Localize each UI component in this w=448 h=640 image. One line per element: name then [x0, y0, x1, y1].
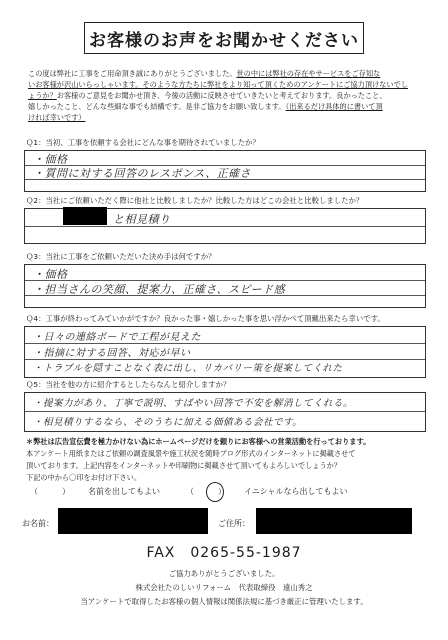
answer-rule — [25, 226, 425, 227]
answer-rule — [25, 411, 425, 412]
intro-line3-a: ょうか？ — [28, 91, 57, 100]
q4-answer-2: ・指摘に対する回答、対応が早い — [33, 348, 191, 359]
intro-line2-a: い — [28, 80, 36, 89]
redacted-name — [58, 508, 208, 534]
name-label: お名前： — [22, 519, 54, 528]
q1-answer-1: ・価格 — [33, 153, 68, 166]
consent-note-3: 頂いております。上記内容をインターネットや印刷物に掲載させて頂いてもよろしいでしょうか？ — [26, 461, 342, 470]
intro-line2-c: そのような方たちに弊社をより知って頂くためのアンケートにご協力頂けないでし — [142, 80, 408, 89]
redacted-address — [256, 508, 412, 534]
intro-line1-a: この度は弊社に工事をご用命頂き誠にありがとうございました。 — [28, 69, 237, 78]
intro-line4-a: 嬉しかったこと、どんな些細な事でも結構です。是非ご協力をお願い致します。 — [28, 102, 286, 111]
answer-box-q5 — [24, 392, 426, 432]
q4-answer-3: ・トラブルを隠すことなく表に出し、リカバリー策を提案してくれた — [33, 363, 343, 374]
consent-note-4: 下記の中から〇印をお付け下さい。 — [26, 473, 142, 482]
answer-box-q1 — [24, 150, 426, 192]
question-2-text: Ｑ2：当社にご依頼いただく際に他社と比較しましたか？比較した方はどこの会社と比較しましたか？ — [26, 196, 364, 205]
q5-answer-1: ・提案力があり、丁寧で説明、すばやい回答で不安を解消してくれる。 — [33, 398, 354, 409]
redacted-company-name — [63, 207, 107, 225]
intro-line2-b: お客様が沢山いらっしゃいます。 — [35, 80, 143, 89]
answer-box-q4 — [24, 326, 426, 378]
q2-answer-1: と相見積り — [113, 213, 171, 226]
address-label: ご住所： — [218, 519, 250, 528]
question-1-text: Ｑ1：当初、工事を依頼する会社にどんな事を期待されていましたか？ — [26, 138, 260, 147]
q3-answer-2: ・担当さんの笑顔、提案力、正確さ、スピード感 — [33, 283, 286, 296]
question-5-text: Ｑ5：当社を他の方に紹介するとしたらなんと紹介しますか？ — [26, 380, 231, 389]
choice-name-paren[interactable]: （ ） — [30, 487, 70, 496]
question-3-text: Ｑ3：当社に工事をご依頼いただいた決め手は何ですか？ — [26, 252, 216, 261]
q1-answer-2: ・質問に対する回答のレスポンス、正確さ — [33, 167, 252, 180]
intro-line3-b: お客様のご意見をお聞かせ頂き、今後の活動に反映させていきたいと考えております。良かったこと、 — [56, 91, 387, 100]
intro-line5: ければ幸いです） — [28, 113, 86, 122]
page-title: お客様のお声をお聞かせください — [84, 22, 364, 54]
intro-paragraph — [28, 68, 426, 123]
company-signature: 株式会社たのしいリフォーム 代表取締役 遠山秀之 — [135, 583, 313, 592]
consent-choices — [30, 486, 430, 502]
choice-initial-paren[interactable]: （ ） — [186, 487, 226, 496]
question-4-text: Ｑ4：工事が終わってみていかがですか？良かった事・嬉しかった事を思い浮かべて頂戴出来たら幸いです。 — [26, 314, 385, 323]
fax-number: FAX 0265-55-1987 — [146, 545, 302, 561]
q5-answer-2: ・相見積りするなら、そのうちに加える価値ある会社です。 — [33, 417, 303, 428]
answer-box-q3 — [24, 264, 426, 308]
intro-line1-b: 世の中には弊社の存在やサービスをご存知な — [236, 69, 381, 78]
privacy-note: 当アンケートで取得したお客様の個人情報は関係法規に基づき厳正に管理いたします。 — [80, 597, 368, 606]
q4-answer-1: ・日々の連絡ボードで工程が見えた — [33, 332, 201, 343]
consent-note-2: 本アンケート用紙またはご依頼の調査風景や施工状況を随時ブログ形式のインターネットに掲載させて — [26, 449, 356, 458]
thanks-text: ご協力ありがとうございました。 — [168, 569, 280, 578]
answer-box-q2 — [24, 208, 426, 244]
q3-answer-1: ・価格 — [33, 268, 68, 281]
intro-line4-b: （出来るだけ具体的に書いて頂 — [285, 102, 383, 111]
choice-initial-label: イニシャルなら出してもよい — [244, 487, 348, 496]
choice-name-label: 名前を出してもよい — [88, 487, 160, 496]
consent-note-1: ＊弊社は広告宣伝費を極力かけない為にホームページだけを頼りにお客様への営業活動を行っております。 — [26, 437, 371, 446]
selected-circle-mark — [206, 482, 224, 502]
